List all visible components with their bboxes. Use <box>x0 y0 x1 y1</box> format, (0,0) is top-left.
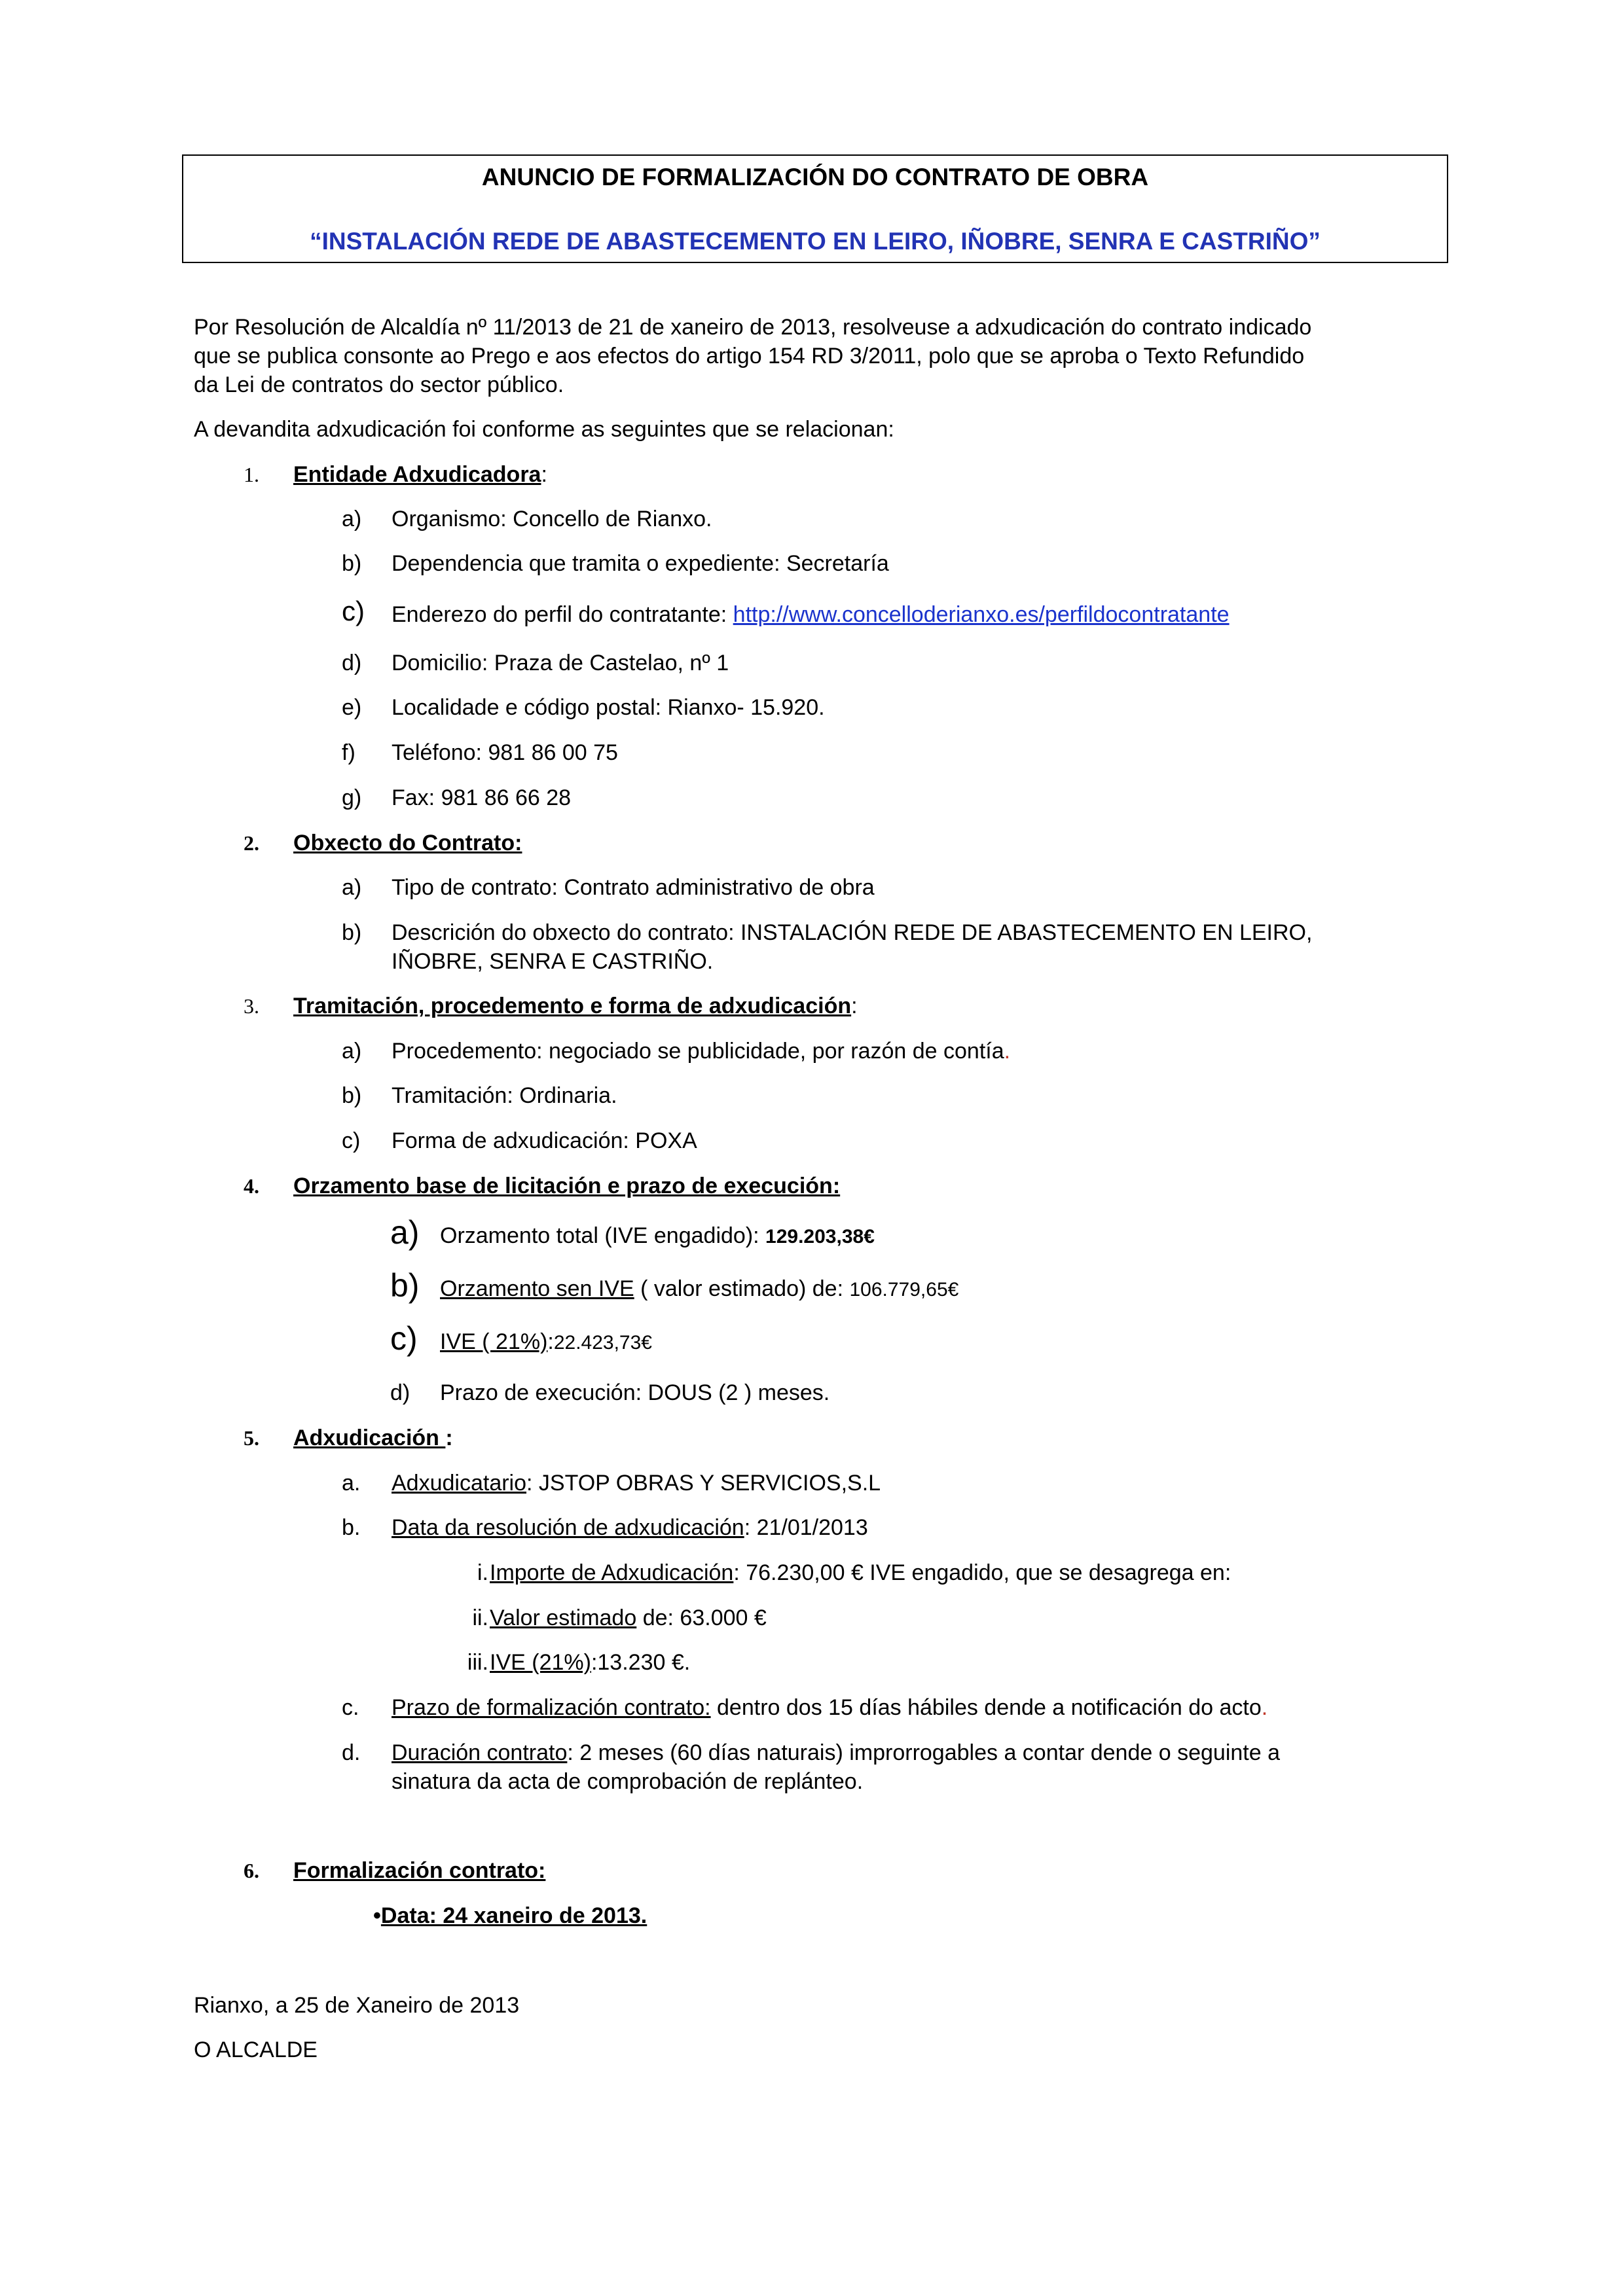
s5-sub-iii-marker: iii. <box>467 1650 488 1675</box>
s4-item-c <box>440 1327 652 1357</box>
intro-line-4: A devandita adxudicación foi conforme as seguintes que se relacionan: <box>194 417 894 442</box>
s2-item-a: Tipo de contrato: Contrato administrativo de obra <box>392 875 875 900</box>
s1-item-c-marker: c) <box>342 596 365 626</box>
section-3-heading <box>293 992 858 1020</box>
contractor-profile-link[interactable]: http://www.concelloderianxo.es/perfildocontratante <box>733 602 1230 627</box>
section-5-colon: : <box>445 1426 453 1450</box>
s5-item-b-marker: b. <box>342 1515 361 1540</box>
s5-item-c-dot: . <box>1261 1695 1268 1720</box>
s1-item-c <box>392 600 1230 629</box>
s4-item-c-marker: c) <box>390 1320 418 1357</box>
s3-item-b: Tramitación: Ordinaria. <box>392 1083 617 1108</box>
section-1-number: 1. <box>244 463 259 486</box>
s5-item-a-text: : JSTOP OBRAS Y SERVICIOS,S.L <box>526 1471 881 1496</box>
section-1-heading <box>293 460 547 489</box>
s1-item-e: Localidade e código postal: Rianxo- 15.920. <box>392 695 825 720</box>
s1-item-f-marker: f) <box>342 740 356 765</box>
s4-item-b-text: ( valor estimado) de: <box>634 1276 850 1301</box>
s5-item-b-label: Data da resolución de adxudicación <box>392 1515 744 1540</box>
s1-item-e-marker: e) <box>342 695 362 720</box>
s5-sub-i-label: Importe de Adxudicación <box>490 1560 734 1585</box>
header-box <box>182 154 1448 263</box>
section-6-number: 6. <box>244 1859 259 1882</box>
s4-item-a-text: Orzamento total (IVE engadido): <box>440 1223 766 1248</box>
section-4-number: 4. <box>244 1174 259 1198</box>
formalization-date: Data: 24 xaneiro de 2013. <box>380 1903 647 1928</box>
s1-item-b-marker: b) <box>342 551 362 576</box>
s5-item-a-label: Adxudicatario <box>392 1471 527 1496</box>
s5-sub-iii <box>490 1648 690 1677</box>
section-3-number: 3. <box>244 994 259 1018</box>
s2-item-a-marker: a) <box>342 875 362 900</box>
section-1-title: Entidade Adxudicadora <box>293 462 541 487</box>
intro-line-2: que se publica consonte ao Prego e aos efectos do artigo 154 RD 3/2011, polo que se aproba o Texto Refundido <box>194 344 1305 368</box>
s5-sub-iii-text: :13.230 €. <box>591 1650 691 1675</box>
place-and-date: Rianxo, a 25 de Xaneiro de 2013 <box>194 1993 520 2018</box>
s3-item-b-marker: b) <box>342 1083 362 1108</box>
s1-item-g-marker: g) <box>342 785 362 810</box>
s5-item-c <box>392 1693 1267 1722</box>
estimated-value: 106.779,65€ <box>849 1279 959 1300</box>
s1-item-a: Organismo: Concello de Rianxo. <box>392 507 712 531</box>
intro-line-1: Por Resolución de Alcaldía nº 11/2013 de 21 de xaneiro de 2013, resolveuse a adxudicación do contrato indicado <box>194 315 1312 340</box>
s4-item-d: Prazo de execución: DOUS (2 ) meses. <box>440 1380 830 1405</box>
s4-item-a <box>440 1221 875 1251</box>
s4-item-b-label: Orzamento sen IVE <box>440 1276 634 1301</box>
s1-item-g: Fax: 981 86 66 28 <box>392 785 572 810</box>
s5-item-d-line-1 <box>392 1738 1280 1767</box>
total-budget-value: 129.203,38€ <box>765 1226 875 1247</box>
s1-item-d-marker: d) <box>342 651 362 675</box>
s4-item-b-marker: b) <box>390 1267 420 1304</box>
s4-item-c-label: IVE ( 21%) <box>440 1329 548 1354</box>
s4-item-d-marker: d) <box>390 1380 410 1405</box>
s3-item-a-text: Procedemento: negociado se publicidade, por razón de contía <box>392 1039 1004 1064</box>
s2-item-b-marker: b) <box>342 920 362 945</box>
s1-item-f: Teléfono: 981 86 00 75 <box>392 740 618 765</box>
s5-sub-iii-label: IVE (21%) <box>490 1650 591 1675</box>
section-1-colon: : <box>541 462 547 487</box>
section-2-number: 2. <box>244 831 259 855</box>
s5-item-c-text: dentro dos 15 días hábiles dende a notificación do acto <box>710 1695 1262 1720</box>
s5-sub-ii-marker: ii. <box>472 1605 488 1630</box>
announcement-title: ANUNCIO DE FORMALIZACIÓN DO CONTRATO DE OBRA <box>481 164 1149 190</box>
s5-item-d-marker: d. <box>342 1740 361 1765</box>
s3-item-c: Forma de adxudicación: POXA <box>392 1128 697 1153</box>
s4-item-a-marker: a) <box>390 1214 420 1251</box>
s5-item-d-line-2: sinatura da acta de comprobación de replánteo. <box>392 1769 864 1794</box>
s2-item-b-line-2: IÑOBRE, SENRA E CASTRIÑO. <box>392 949 714 974</box>
section-4-title: Orzamento base de licitación e prazo de execución: <box>293 1174 841 1198</box>
s4-item-c-text: : <box>547 1329 554 1354</box>
s5-sub-i <box>490 1558 1231 1587</box>
s5-item-a <box>392 1469 881 1498</box>
section-3-title: Tramitación, procedemento e forma de adxudicación <box>293 994 852 1018</box>
s1-item-d: Domicilio: Praza de Castelao, nº 1 <box>392 651 729 675</box>
s5-item-b-text: : 21/01/2013 <box>744 1515 868 1540</box>
s5-sub-i-text: : 76.230,00 € IVE engadido, que se desagrega en: <box>733 1560 1231 1585</box>
section-5-number: 5. <box>244 1426 259 1450</box>
s3-item-a-dot: . <box>1004 1039 1011 1064</box>
s1-item-c-label: Enderezo do perfil do contratante: <box>392 602 733 627</box>
s5-item-d-label: Duración contrato <box>392 1740 568 1765</box>
contract-subtitle: “INSTALACIÓN REDE DE ABASTECEMENTO EN LEIRO, IÑOBRE, SENRA E CASTRIÑO” <box>310 228 1321 255</box>
s4-item-b <box>440 1274 958 1304</box>
s3-item-a <box>392 1037 1010 1066</box>
signatory: O ALCALDE <box>194 2037 318 2062</box>
section-2-title: Obxecto do Contrato: <box>293 831 522 855</box>
section-5-title: Adxudicación <box>293 1426 446 1450</box>
bullet-icon: • <box>373 1903 381 1928</box>
s5-item-a-marker: a. <box>342 1471 361 1496</box>
section-5-heading <box>293 1424 453 1452</box>
formalization-date-line <box>373 1901 647 1930</box>
section-6-title: Formalización contrato: <box>293 1858 546 1883</box>
s5-sub-ii-label: Valor estimado <box>490 1605 637 1630</box>
s3-item-c-marker: c) <box>342 1128 361 1153</box>
s5-sub-ii-text: de: 63.000 € <box>636 1605 767 1630</box>
vat-value: 22.423,73€ <box>553 1332 652 1354</box>
s5-item-c-label: Prazo de formalización contrato: <box>392 1695 711 1720</box>
intro-line-3: da Lei de contratos do sector público. <box>194 372 564 397</box>
s5-item-c-marker: c. <box>342 1695 359 1720</box>
s2-item-b-line-1: Descrición do obxecto do contrato: INSTALACIÓN REDE DE ABASTECEMENTO EN LEIRO, <box>392 920 1313 945</box>
section-3-colon: : <box>851 994 858 1018</box>
s5-item-b <box>392 1513 868 1542</box>
s1-item-b: Dependencia que tramita o expediente: Secretaría <box>392 551 889 576</box>
s1-item-a-marker: a) <box>342 507 362 531</box>
s5-sub-i-marker: i. <box>477 1560 488 1585</box>
s5-item-d-text: : 2 meses (60 días naturais) improrrogables a contar dende o seguinte a <box>567 1740 1280 1765</box>
s5-sub-ii <box>490 1604 767 1632</box>
s3-item-a-marker: a) <box>342 1039 362 1064</box>
